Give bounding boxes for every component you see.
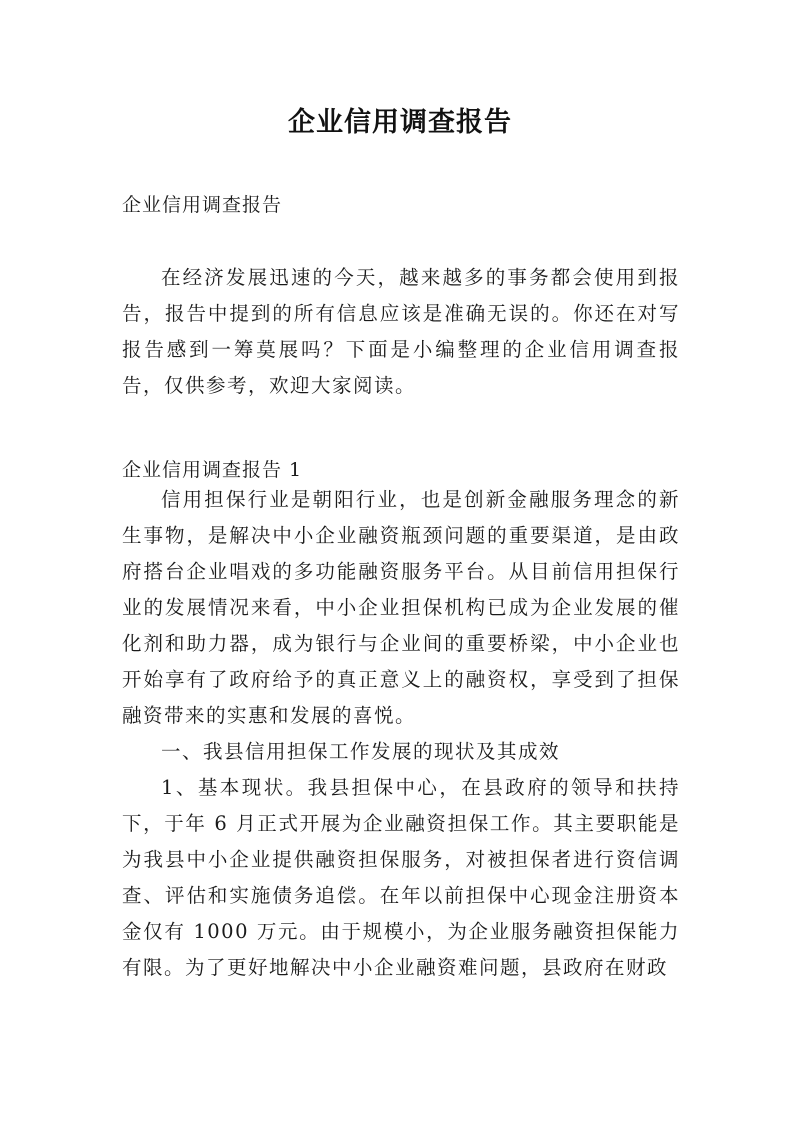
document-title: 企业信用调查报告 [288, 107, 512, 138]
body-subheading: 一、我县信用担保工作发展的现状及其成效 [161, 740, 561, 763]
intro-block [122, 260, 680, 404]
body-paragraph: 信用担保行业是朝阳行业，也是创新金融服务理念的新生事物，是解决中小企业融资瓶颈问题的重要渠道，是由政府搭台企业唱戏的多功能融资服务平台。从目前信用担保行业的发展情况来看，中小企业担保机构已成为企业发展的催化剂和助力器，成为银行与企业间的重要桥梁，中小企业也开始享有了政府给予的真正意义上的融资权，享受到了担保融资带来的实惠和发展的喜悦。 [122, 488, 680, 727]
section-body [122, 482, 680, 986]
document-subtitle: 企业信用调查报告 [122, 194, 283, 216]
body-paragraph: 1、基本现状。我县担保中心，在县政府的领导和扶持下，于年 6 月正式开展为企业融资担保工作。其主要职能是为我县中小企业提供融资担保服务，对被担保者进行资信调查、评估和实施债务追偿。在年以前担保中心现金注册资本金仅有 1000 万元。由于规模小，为企业服务融资担保能力有限。为了更好地解决中小企业融资难问题，县政府在财政 [122, 776, 680, 979]
section-heading: 企业信用调查报告 1 [122, 459, 303, 481]
intro-paragraph: 在经济发展迅速的今天，越来越多的事务都会使用到报告，报告中提到的所有信息应该是准确无误的。你还在对写报告感到一筹莫展吗？下面是小编整理的企业信用调查报告，仅供参考，欢迎大家阅读。 [122, 266, 680, 397]
